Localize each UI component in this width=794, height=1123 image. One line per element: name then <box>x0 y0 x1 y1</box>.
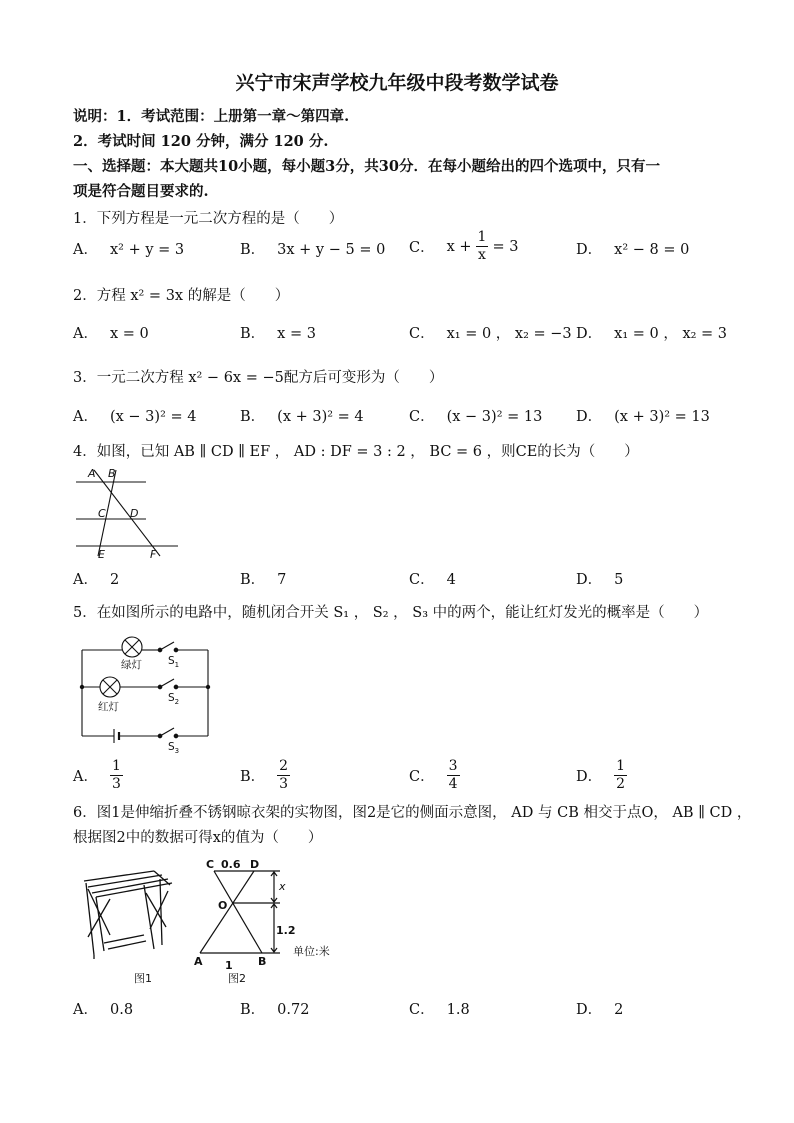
q4-option-b[interactable] <box>240 568 286 589</box>
fraction <box>277 758 290 793</box>
option-label: A． <box>73 409 98 425</box>
point-label-a: A <box>194 955 203 968</box>
option-text: 1.8 <box>446 1002 470 1018</box>
option-label: B． <box>240 769 266 785</box>
q1-stem: 1．下列方程是一元二次方程的是（ ） <box>73 211 344 227</box>
figure2-caption: 图2 <box>228 972 246 985</box>
q1-option-b[interactable] <box>240 238 385 259</box>
q2-option-b[interactable] <box>240 322 316 343</box>
option-text: x² − 8 = 0 <box>614 242 690 258</box>
option-text: 0.72 <box>277 1002 310 1018</box>
bottom-length-label: 1 <box>225 959 233 972</box>
option-label: A． <box>73 572 98 588</box>
dimension-x-label: x <box>279 880 286 893</box>
point-label-b: B <box>258 955 267 968</box>
point-label-b: B <box>108 467 116 480</box>
option-label: D． <box>576 242 603 258</box>
q6-option-b[interactable] <box>240 998 309 1019</box>
section-heading-line-1: 一、选择题：本大题共10小题，每小题3分，共30分．在每小题给出的四个选项中，只有一 <box>73 158 660 175</box>
point-label-e: E <box>98 548 105 561</box>
option-text: x = 0 <box>109 326 149 342</box>
option-label: B． <box>240 409 266 425</box>
note-line-1: 说明：1．考试范围：上册第一章～第四章. <box>73 108 350 125</box>
q1-option-a[interactable] <box>73 238 184 259</box>
option-label: D． <box>576 572 603 588</box>
option-label: C． <box>409 240 435 256</box>
fraction <box>110 758 123 793</box>
fraction-denominator: 3 <box>111 776 121 792</box>
q5-option-b[interactable] <box>240 758 290 793</box>
q5-option-d[interactable] <box>576 758 627 793</box>
page-title: 兴宁市宋声学校九年级中段考数学试卷 <box>235 72 559 94</box>
q2-option-c[interactable] <box>409 322 572 343</box>
q3-option-a[interactable] <box>73 405 196 426</box>
point-label-c: C <box>98 507 106 520</box>
option-text: 2 <box>109 572 120 588</box>
note-line-2: 2．考试时间 120 分钟，满分 120 分. <box>73 133 329 150</box>
green-lamp-label: 绿灯 <box>121 659 142 671</box>
top-length-label: 0.6 <box>221 858 241 871</box>
q3-stem: 3．一元二次方程 x² − 6x = −5配方后可变形为（ ） <box>73 370 444 386</box>
fraction-denominator: x <box>478 247 486 263</box>
switch-s3 <box>160 728 174 736</box>
option-text: (x − 3)² = 4 <box>109 409 197 425</box>
option-text: 4 <box>446 572 456 588</box>
option-label: C． <box>409 326 435 342</box>
option-label: A． <box>73 769 98 785</box>
option-label: A． <box>73 242 98 258</box>
fraction-numerator: 1 <box>477 229 487 245</box>
red-lamp-label: 红灯 <box>98 701 119 713</box>
fraction-denominator: 2 <box>616 776 626 792</box>
option-text: x² + y = 3 <box>109 242 185 258</box>
segment-da <box>200 871 254 953</box>
dimension-h-label: 1.2 <box>276 924 296 937</box>
q4-stem: 4．如图，已知 AB ∥ CD ∥ EF ， AD : DF = 3 : 2 ， BC = 6 ，则CE的长为（ ） <box>73 444 639 460</box>
option-text: 0.8 <box>109 1002 134 1018</box>
option-label: B． <box>240 572 266 588</box>
q3-option-d[interactable] <box>576 405 710 426</box>
q5-stem: 5．在如图所示的电路中，随机闭合开关 S₁ ， S₂ ， S₃ 中的两个，能让红灯发光的概率是（ ） <box>73 605 709 621</box>
q6-option-a[interactable] <box>73 998 133 1019</box>
q6-option-d[interactable] <box>576 998 623 1019</box>
side-view-diagram <box>200 871 280 953</box>
q1-option-c[interactable] <box>409 229 518 264</box>
option-text-prefix: x + <box>446 238 472 255</box>
option-label: A． <box>73 326 98 342</box>
option-label: D． <box>576 409 603 425</box>
q5-option-a[interactable] <box>73 758 123 793</box>
option-label: C． <box>409 1002 435 1018</box>
point-label-a: A <box>88 467 96 480</box>
option-text: 2 <box>614 1002 624 1018</box>
q3-option-c[interactable] <box>409 405 542 426</box>
fraction-numerator: 2 <box>279 758 289 774</box>
q1-option-d[interactable] <box>576 238 689 259</box>
switch-s1 <box>160 642 174 650</box>
figure1-caption: 图1 <box>134 972 152 985</box>
q5-circuit-figure <box>74 632 219 754</box>
option-label: C． <box>409 409 435 425</box>
option-text: (x − 3)² = 13 <box>446 409 543 425</box>
q4-option-a[interactable] <box>73 568 119 589</box>
option-label: C． <box>409 769 435 785</box>
switch-s1-label: $S_1$ <box>168 655 180 669</box>
option-text: 3x + y − 5 = 0 <box>277 242 386 258</box>
q4-option-c[interactable] <box>409 568 456 589</box>
point-label-d: D <box>250 858 260 871</box>
unit-label: 单位:米 <box>293 945 330 958</box>
fraction-numerator: 3 <box>448 758 458 774</box>
option-label: D． <box>576 326 603 342</box>
clothes-rack-image <box>84 871 172 959</box>
q2-option-d[interactable] <box>576 322 727 343</box>
fraction <box>476 229 489 264</box>
option-label: D． <box>576 769 603 785</box>
point-label-c: C <box>206 858 215 871</box>
fraction-denominator: 3 <box>279 776 289 792</box>
option-label: B． <box>240 1002 266 1018</box>
q6-stem-line-1: 6．图1是伸缩折叠不锈钢晾衣架的实物图，图2是它的侧面示意图， AD 与 CB 相交于点O， AB ∥ CD ， <box>73 805 752 821</box>
fraction <box>447 758 460 793</box>
option-text: 5 <box>614 572 624 588</box>
section-heading-line-2: 项是符合题目要求的. <box>73 183 209 200</box>
option-text: (x + 3)² = 4 <box>277 409 364 425</box>
option-text: x = 3 <box>277 326 316 342</box>
option-text: (x + 3)² = 13 <box>614 409 710 425</box>
option-label: B． <box>240 242 266 258</box>
fraction-denominator: 4 <box>448 776 458 792</box>
option-text-suffix: = 3 <box>492 238 519 255</box>
option-label: C． <box>409 572 435 588</box>
fraction <box>614 758 627 793</box>
q6-figures <box>74 855 354 990</box>
switch-s2 <box>160 679 174 687</box>
point-label-f: F <box>150 548 157 561</box>
point-label-d: D <box>130 507 139 520</box>
fraction-numerator: 1 <box>616 758 626 774</box>
option-text: x₁ = 0 ， x₂ = −3 <box>446 326 572 342</box>
fraction-numerator: 1 <box>111 758 121 774</box>
option-label: A． <box>73 1002 98 1018</box>
option-label: D． <box>576 1002 603 1018</box>
option-text: 7 <box>277 572 287 588</box>
q4-parallel-lines-figure <box>70 462 185 562</box>
switch-s3-label: $S_3$ <box>168 741 180 754</box>
option-text: x₁ = 0 ， x₂ = 3 <box>614 326 728 342</box>
q6-option-c[interactable] <box>409 998 470 1019</box>
q5-option-c[interactable] <box>409 758 460 793</box>
q2-stem: 2．方程 x² = 3x 的解是（ ） <box>73 288 290 304</box>
q4-option-d[interactable] <box>576 568 623 589</box>
point-label-o: O <box>218 899 228 912</box>
q2-option-a[interactable] <box>73 322 149 343</box>
segment-cb <box>214 871 262 953</box>
q6-stem-line-2: 根据图2中的数据可得x的值为（ ） <box>73 830 323 846</box>
q3-option-b[interactable] <box>240 405 364 426</box>
switch-s2-label: $S_2$ <box>168 692 180 706</box>
option-label: B． <box>240 326 266 342</box>
